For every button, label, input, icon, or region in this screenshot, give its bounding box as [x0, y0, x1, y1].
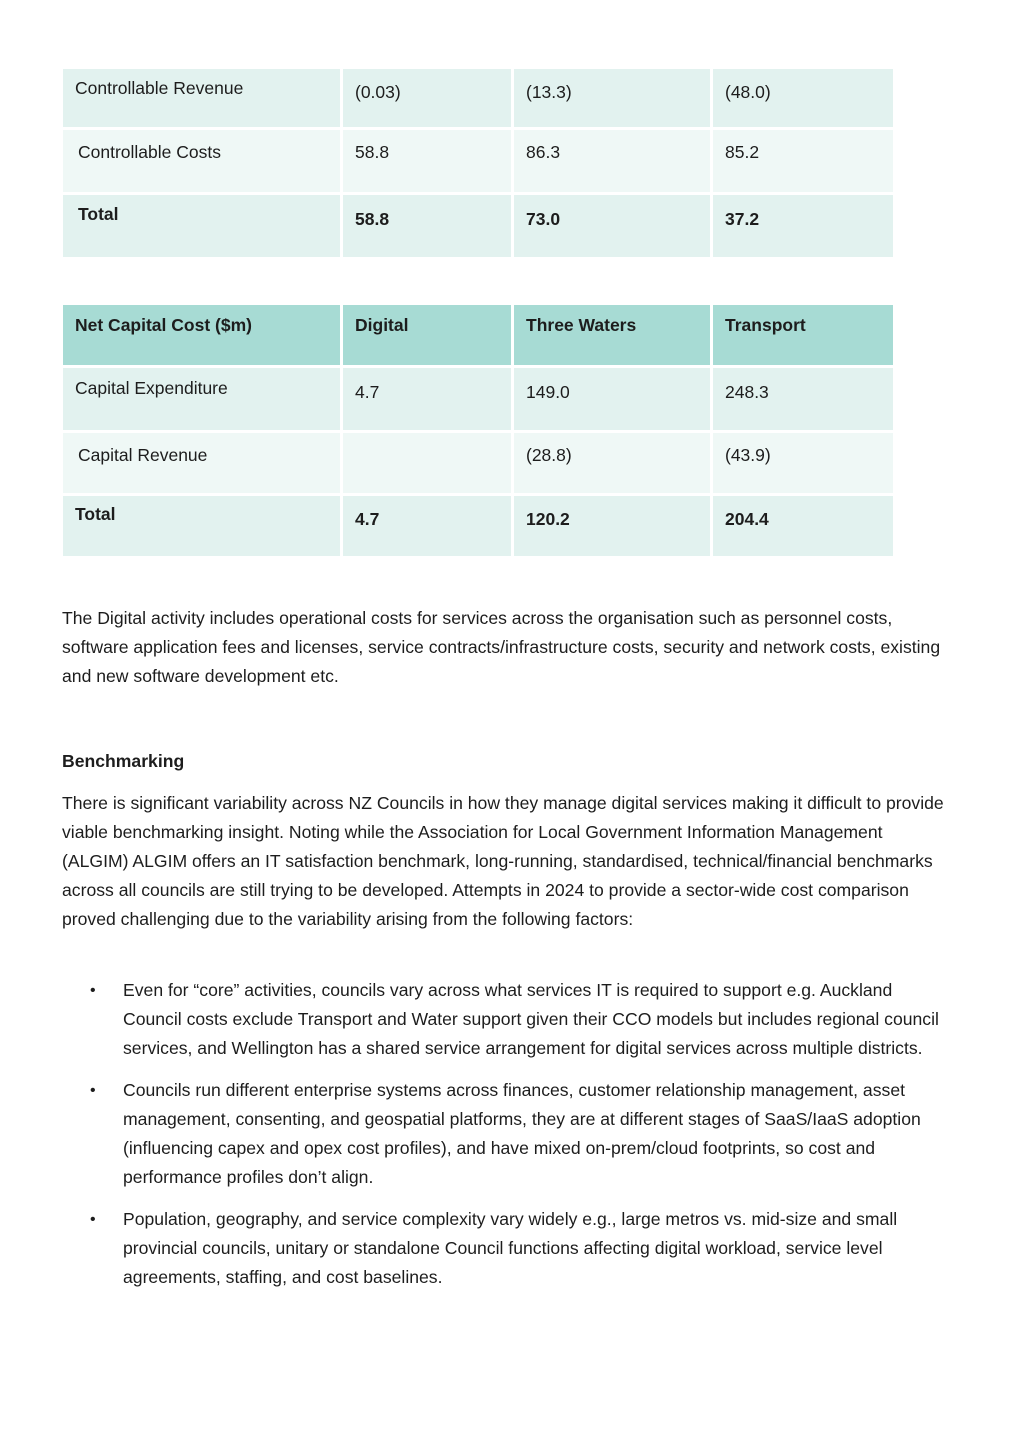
header-cell: Digital [343, 305, 511, 365]
digital-cell: 4.7 [343, 368, 511, 430]
table-row [63, 433, 893, 493]
list-item: • Population, geography, and service complexity vary widely e.g., large metros vs. mid-size and small provincial councils, unitary or standalone Council functions affecting digital workload, service level agreements, staffing, and cost baselines. [62, 1205, 952, 1292]
digital-cell: (0.03) [343, 69, 511, 127]
table-header-row [63, 305, 893, 365]
digital-activity-paragraph: The Digital activity includes operational costs for services across the organisation such as personnel costs, software application fees and licenses, service contracts/infrastructure costs, security and network costs, existing and new software development etc. [62, 608, 941, 686]
bullet-icon: • [90, 982, 96, 999]
benchmarking-heading: Benchmarking [62, 751, 185, 771]
table-total-row [63, 195, 893, 257]
table-row [63, 69, 893, 127]
transport-cell: 248.3 [713, 368, 893, 430]
row-label: Total [75, 504, 116, 524]
list-item: • Even for “core” activities, councils vary across what services IT is required to support e.g. Auckland Council costs exclude Transport and Water support given their CCO models but includes regional council services, and Wellington has a shared service arrangement for digital services across multiple districts. [62, 976, 952, 1063]
digital-cell: 58.8 [343, 195, 511, 257]
row-label-cell [63, 496, 340, 556]
transport-cell: (48.0) [713, 69, 893, 127]
header-cell: Net Capital Cost ($m) [63, 305, 340, 365]
row-label: Capital Revenue [78, 445, 208, 465]
digital-cell [343, 433, 511, 493]
three-waters-cell: 73.0 [514, 195, 710, 257]
three-waters-cell: 120.2 [514, 496, 710, 556]
transport-cell: 85.2 [713, 130, 893, 192]
row-label: Controllable Costs [78, 142, 221, 162]
row-label-cell [63, 130, 340, 192]
row-label-cell [63, 195, 340, 257]
three-waters-cell: 149.0 [514, 368, 710, 430]
operating-cost-table [60, 66, 896, 260]
row-label-cell [63, 433, 340, 493]
factors-bullet-list [62, 976, 952, 1305]
capital-cost-table [60, 302, 896, 559]
transport-cell: 204.4 [713, 496, 893, 556]
three-waters-cell: (28.8) [514, 433, 710, 493]
row-label-cell [63, 368, 340, 430]
bullet-icon: • [90, 1211, 96, 1228]
transport-cell: (43.9) [713, 433, 893, 493]
three-waters-cell: 86.3 [514, 130, 710, 192]
list-item: • Councils run different enterprise systems across finances, customer relationship management, asset management, consenting, and geospatial platforms, they are at different stages of SaaS/IaaS adoption (influencing capex and opex cost profiles), and have mixed on-prem/cloud footprints, so cost and performance profiles don’t align. [62, 1076, 952, 1192]
bullet-icon: • [90, 1082, 96, 1099]
table-row [63, 368, 893, 430]
header-cell: Transport [713, 305, 893, 365]
table-row [63, 130, 893, 192]
header-cell: Three Waters [514, 305, 710, 365]
transport-cell: 37.2 [713, 195, 893, 257]
digital-cell: 58.8 [343, 130, 511, 192]
row-label: Total [78, 204, 119, 224]
three-waters-cell: (13.3) [514, 69, 710, 127]
benchmarking-intro-paragraph: There is significant variability across NZ Councils in how they manage digital services making it difficult to provide viable benchmarking insight. Noting while the Association for Local Government Information Management (ALGIM) ALGIM offers an IT satisfaction benchmark, long-running, standardised, technical/financial benchmarks across all councils are still trying to be developed. Attempts in 2024 to provide a sector-wide cost comparison proved challenging due to the variability arising from the following factors: [62, 793, 944, 929]
row-label-cell [63, 69, 340, 127]
digital-cell: 4.7 [343, 496, 511, 556]
table-total-row [63, 496, 893, 556]
row-label: Capital Expenditure [75, 378, 228, 398]
row-label: Controllable Revenue [75, 78, 244, 98]
